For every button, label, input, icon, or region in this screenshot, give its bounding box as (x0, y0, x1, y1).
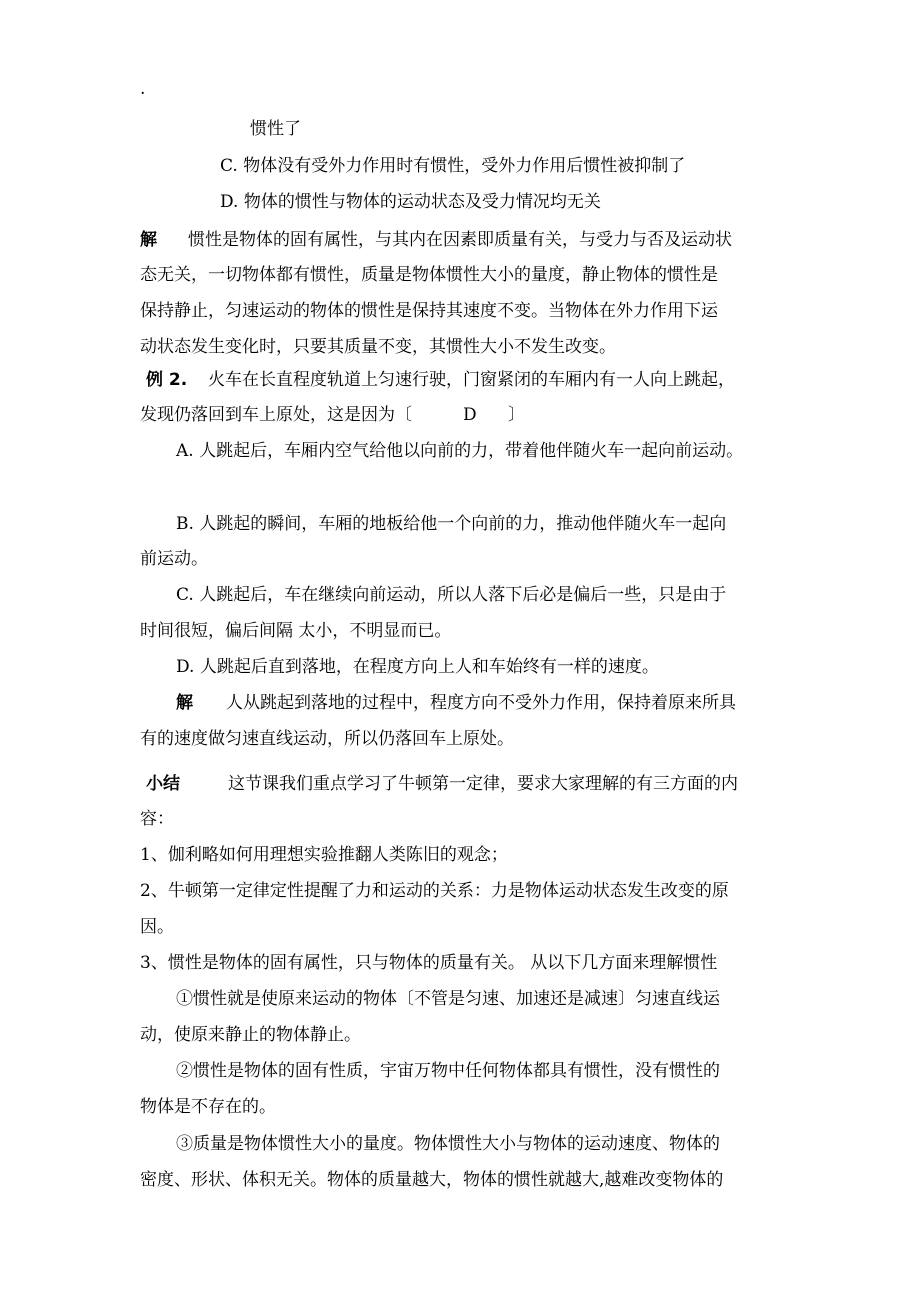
example-2-option-b: B. 人跳起的瞬间，车厢的地板给他一个向前的力，推动他伴随火车一起向 (176, 514, 727, 534)
summary-subpoint-3: ③质量是物体惯性大小的量度。物体惯性大小与物体的运动速度、物体的 (176, 1134, 720, 1154)
solution-1-line: 态无关，一切物体都有惯性，质量是物体惯性大小的量度，静止物体的惯性是 (140, 265, 718, 285)
solution-1-line: 保持静止，匀速运动的物体的惯性是保持其速度不变。当物体在外力作用下运 (140, 301, 718, 321)
summary-intro: 容： (140, 809, 174, 829)
summary-point-2: 2、牛顿第一定律定性提醒了力和运动的关系：力是物体运动状态发生改变的原 (140, 881, 729, 901)
example-2-option-a: A. 人跳起后，车厢内空气给他以向前的力，带着他伴随火车一起向前运动。 (176, 441, 744, 461)
solution-2-line: 人从跳起到落地的过程中，程度方向不受外力作用，保持着原来所具 (226, 693, 736, 713)
example-2-option-b: 前运动。 (140, 549, 208, 569)
example-2-option-c: 时间很短，偏后间隔 太小，不明显而已。 (140, 621, 452, 641)
example-2-label: 例 2. (146, 370, 188, 390)
summary-label: 小结 (146, 774, 180, 794)
solution-1-label: 解 (140, 230, 157, 250)
summary-subpoint-2: ②惯性是物体的固有性质，宇宙万物中任何物体都具有惯性，没有惯性的 (176, 1061, 720, 1081)
summary-point-2: 因。 (140, 917, 174, 937)
summary-subpoint-1: ①惯性就是使原来运动的物体〔不管是匀速、加速还是减速〕匀速直线运 (176, 989, 720, 1009)
example-2-option-d: D. 人跳起后直到落地，在程度方向上人和车始终有一样的速度。 (176, 657, 659, 677)
example-2-answer: D (463, 405, 477, 425)
option-d: D. 物体的惯性与物体的运动状态及受力情况均无关 (220, 192, 601, 212)
example-2-option-c: C. 人跳起后，车在继续向前运动，所以人落下后必是偏后一些，只是由于 (176, 585, 727, 605)
option-c: C. 物体没有受外力作用时有惯性，受外力作用后惯性被抑制了 (220, 156, 686, 176)
summary-subpoint-3: 密度、形状、体积无关。物体的质量越大，物体的惯性就越大,越难改变物体的 (140, 1170, 724, 1190)
example-2-bracket: 〕 (508, 405, 525, 425)
summary-point-1: 1、伽利略如何用理想实验推翻人类陈旧的观念； (140, 845, 508, 865)
summary-point-3: 3、惯性是物体的固有属性，只与物体的质量有关。 从以下几方面来理解惯性 (140, 953, 718, 973)
solution-2-line: 有的速度做匀速直线运动，所以仍落回车上原处。 (140, 729, 514, 749)
example-2-question: 火车在长直程度轨道上匀速行驶，门窗紧闭的车厢内有一人向上跳起， (208, 370, 735, 390)
solution-1-line: 惯性是物体的固有属性，与其内在因素即质量有关，与受力与否及运动状 (188, 230, 732, 250)
solution-1-line: 动状态发生变化时，只要其质量不变，其惯性大小不发生改变。 (140, 337, 616, 357)
summary-intro: 这节课我们重点学习了牛顿第一定律，要求大家理解的有三方面的内 (228, 774, 738, 794)
option-b-continuation: 惯性了 (250, 119, 301, 139)
solution-2-label: 解 (176, 693, 193, 713)
header-dot: . (140, 79, 146, 99)
summary-subpoint-2: 物体是不存在的。 (140, 1097, 276, 1117)
summary-subpoint-1: 动，使原来静止的物体静止。 (140, 1025, 361, 1045)
example-2-question: 发现仍落回到车上原处，这是因为〔 (140, 405, 412, 425)
